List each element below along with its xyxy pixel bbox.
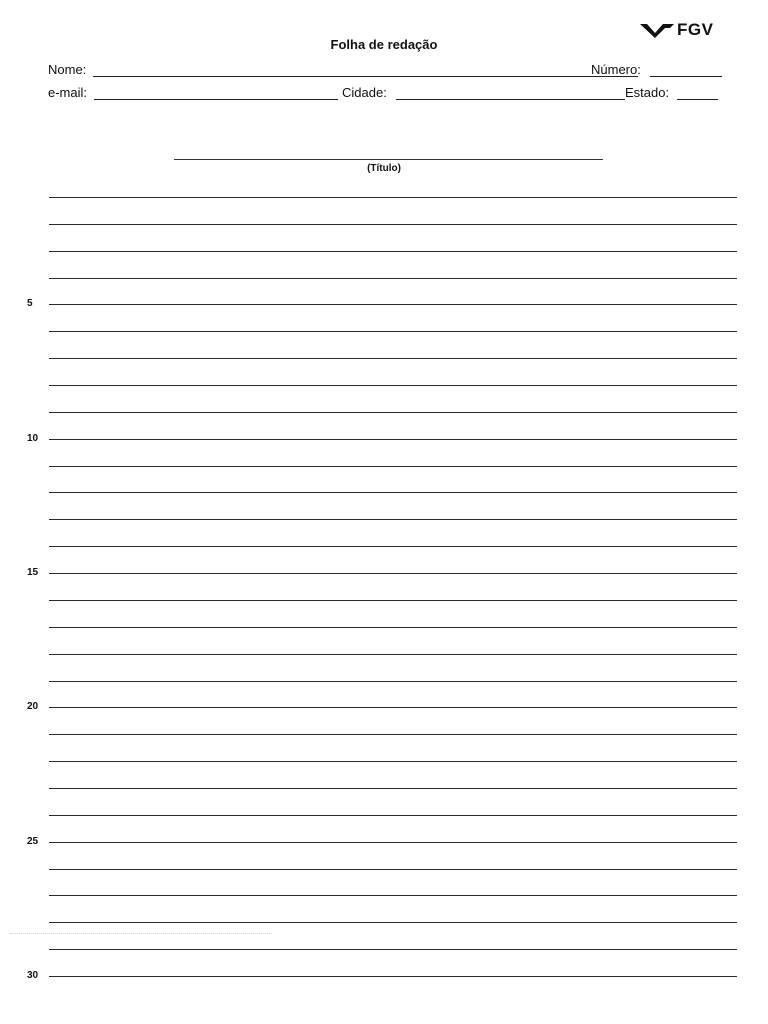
- writing-line[interactable]: [49, 842, 737, 843]
- name-number-row: [48, 62, 728, 80]
- title-field[interactable]: [174, 159, 603, 160]
- writing-line[interactable]: [49, 788, 737, 789]
- city-label: Cidade:: [342, 85, 387, 100]
- line-number: 20: [27, 701, 39, 712]
- writing-line[interactable]: [49, 439, 737, 440]
- number-label: Número:: [591, 62, 641, 77]
- writing-line[interactable]: [49, 976, 737, 977]
- name-field[interactable]: [93, 76, 638, 77]
- line-number: 25: [27, 836, 39, 847]
- line-number: 10: [27, 433, 39, 444]
- city-field[interactable]: [396, 99, 625, 100]
- state-label: Estado:: [625, 85, 670, 100]
- writing-line[interactable]: [49, 681, 737, 682]
- writing-line[interactable]: [49, 573, 737, 574]
- email-field[interactable]: [94, 99, 338, 100]
- email-label: e-mail:: [48, 85, 88, 100]
- writing-line[interactable]: [49, 761, 737, 762]
- email-city-state-row: [48, 85, 728, 103]
- logo-text: FGV: [677, 20, 714, 39]
- sheet-title: Folha de redação: [330, 37, 438, 52]
- writing-line[interactable]: [49, 358, 737, 359]
- writing-line[interactable]: [49, 412, 737, 413]
- writing-line[interactable]: [49, 654, 737, 655]
- scan-artifact: [10, 933, 272, 934]
- writing-line[interactable]: [49, 278, 737, 279]
- writing-line[interactable]: [49, 546, 737, 547]
- state-field[interactable]: [677, 99, 718, 100]
- writing-line[interactable]: [49, 895, 737, 896]
- line-number: 5: [27, 298, 33, 309]
- writing-line[interactable]: [49, 224, 737, 225]
- name-label: Nome:: [48, 62, 87, 77]
- writing-line[interactable]: [49, 304, 737, 305]
- title-caption: (Título): [367, 163, 401, 174]
- writing-line[interactable]: [49, 922, 737, 923]
- line-number: 15: [27, 567, 39, 578]
- number-field[interactable]: [650, 76, 722, 77]
- writing-line[interactable]: [49, 815, 737, 816]
- writing-line[interactable]: [49, 949, 737, 950]
- writing-line[interactable]: [49, 251, 737, 252]
- writing-line[interactable]: [49, 197, 737, 198]
- writing-line[interactable]: [49, 734, 737, 735]
- line-number: 30: [27, 970, 39, 981]
- writing-line[interactable]: [49, 466, 737, 467]
- writing-line[interactable]: [49, 627, 737, 628]
- writing-line[interactable]: [49, 600, 737, 601]
- writing-line[interactable]: [49, 331, 737, 332]
- writing-line[interactable]: [49, 869, 737, 870]
- writing-line[interactable]: [49, 519, 737, 520]
- writing-line[interactable]: [49, 707, 737, 708]
- writing-line[interactable]: [49, 492, 737, 493]
- fgv-chevron-icon: [640, 22, 674, 38]
- writing-line[interactable]: [49, 385, 737, 386]
